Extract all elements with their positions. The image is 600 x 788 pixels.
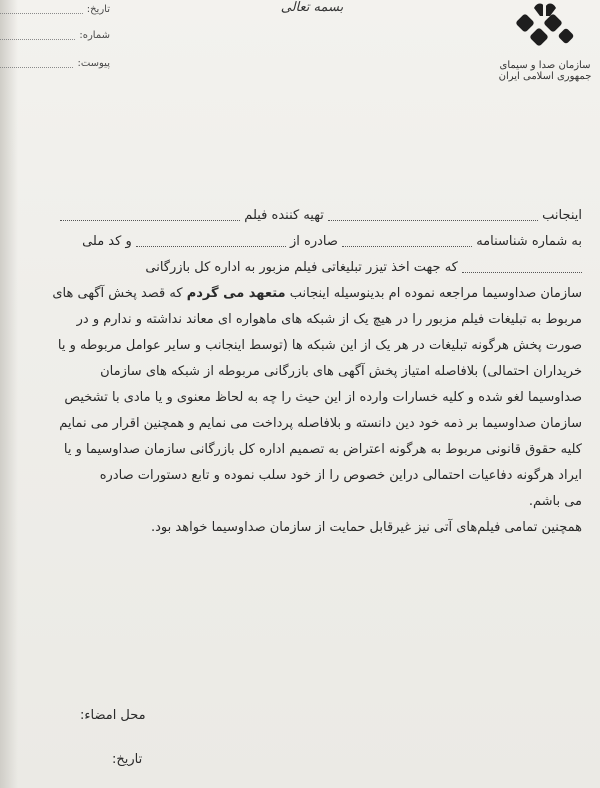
basmala-heading: بسمه تعالی — [280, 0, 344, 15]
line4-text-b: که قصد پخش آگهی های — [52, 286, 183, 301]
date-field — [0, 2, 110, 16]
date-field-label: تاریخ: — [86, 3, 110, 15]
letter-line-5: مربوط به تبلیغات فیلم مزبور را در هیچ یک از شبکه های ماهواره ای معاند نداشته و ندارم و در — [76, 312, 582, 327]
line2-text-c: و کد ملی — [82, 234, 132, 249]
id-number-blank — [342, 236, 472, 247]
attachment-field-label: پیوست: — [77, 57, 110, 69]
irib-logo-icon — [510, 2, 580, 62]
letter-line-10: کلیه حقوق قانونی مربوط به هرگونه اعتراض به تصمیم اداره کل بازرگانی سازمان صداوسیما و یا — [63, 442, 582, 457]
line2-text-b: صادره از — [290, 234, 338, 249]
letter-line-7: خریداران احتمالی) بلافاصله امتیاز پخش آگهی های بازرگانی مربوطه از شبکه های سازمان — [100, 364, 582, 379]
letter-line-6: صورت پخش هرگونه تبلیغات در هر یک از این شبکه ها (توسط اینجانب و سایر عوامل مربوطه و یا — [57, 338, 582, 353]
signature-label: محل امضاء: — [80, 708, 146, 723]
attachment-field — [0, 56, 110, 70]
letter-line-4 — [30, 281, 582, 307]
page-shadow — [0, 0, 18, 788]
letter-line-1 — [30, 203, 582, 229]
film-blank — [60, 210, 240, 221]
line4-text-a: سازمان صداوسیما مراجعه نموده ام بدینوسیله اینجانب — [289, 286, 582, 301]
letter-line-12: می باشم. — [528, 494, 582, 509]
letter-line-11: ایراد هرگونه دفاعیات احتمالی دراین خصوص را از خود سلب نموده و تابع دستورات صادره — [99, 468, 582, 483]
line1-text-b: تهیه کننده فیلم — [244, 208, 324, 223]
letter-body — [30, 203, 582, 541]
national-code-blank — [462, 262, 582, 273]
line1-text-a: اینجانب — [542, 208, 582, 223]
organization-name: سازمان صدا و سیمای جمهوری اسلامی ایران — [498, 60, 592, 82]
number-field — [0, 28, 110, 42]
name-blank — [328, 210, 538, 221]
date-field-line — [0, 5, 83, 14]
letter-line-8: صداوسیما لغو شده و کلیه خسارات وارده از این حیث را چه به لحاظ معنوی و یا مادی با تشخیص — [64, 390, 582, 405]
line3-text: که جهت اخذ تیزر تبلیغاتی فیلم مزبور به اداره کل بازرگانی — [145, 260, 458, 275]
issued-from-blank — [136, 236, 286, 247]
letter-line-3 — [30, 255, 582, 281]
signature-date-label: تاریخ: — [112, 752, 143, 767]
letter-line-13: همچنین تمامی فیلم‌های آتی نیز غیرقابل حمایت از سازمان صداوسیما خواهد بود. — [151, 520, 582, 535]
number-field-line — [0, 31, 75, 40]
attachment-field-line — [0, 59, 73, 68]
letter-line-2 — [30, 229, 582, 255]
header-fields — [0, 0, 120, 80]
number-field-label: شماره: — [79, 29, 110, 41]
letter-line-9: سازمان صداوسیما بر ذمه خود دین دانسته و بلافاصله پرداخت می نمایم و همچنین اقرار می نمایم — [59, 416, 582, 431]
line4-bold-text: متعهد می گردم — [186, 286, 286, 301]
line2-text-a: به شماره شناسنامه — [476, 234, 582, 249]
